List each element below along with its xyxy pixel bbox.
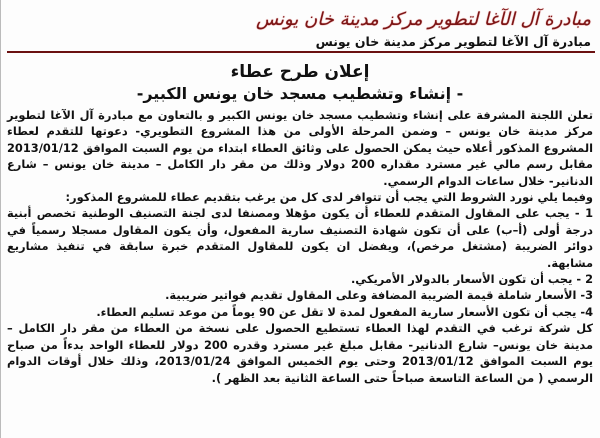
conditions-intro: وفيما يلي نورد الشروط التي يجب أن تتوافر لدى كل من يرغب بتقديم عطاء للمشروع المذكور:: [65, 190, 593, 205]
header-subline: مبادرة آل الآغا لتطوير مركز مدينة خان يونس: [315, 34, 591, 49]
announcement-subtitle: - إنشاء وتشطيب مسجد خان يونس الكبير-: [136, 84, 464, 103]
header: [5, 4, 595, 56]
banner-calligraphy: مبادرة آل الآغا لتطوير مركز مدينة خان يونس: [256, 8, 591, 30]
banner: [5, 6, 595, 32]
condition-item-2: 2 - يجب أن تكون الأسعار بالدولار الأمريكي.: [350, 272, 593, 287]
condition-item-1: 1 - يجب على المقاول المتقدم للعطاء أن يكون مؤهلا ومصنفا لدى لجنة التصنيف الوطنية تخصص أبنية درجة أولى (أ–ب) على أن تكون شهادة التصنيف سارية المفعول، وأن يكون المقاول مسجلا رسمياً في دوائر الضريبة (مشتغل مرخص)، ويفضل ان يكون للمقاول المتقدم خبرة سابقة في تنفيذ مشاريع مشابهة.: [7, 206, 593, 270]
closing-paragraph: كل شركة ترغب في التقدم لهذا العطاء تستطيع الحصول على نسخة من العطاء من مقر دار الكامل – مدينة خان يونس– شارع الدنانير- مقابل مبلغ غير مسترد وقدره 200 دولار للعطاء الواحد بدءاً من صباح يوم السبت الموافق 2013/01/12 وحتى يوم الخميس الموافق 2013/01/24، وذلك خلال أوقات الدوام الرسمي ( من الساعة التاسعة صباحاً حتى الساعة الثانية بعد الظهر ).: [7, 321, 593, 385]
announcement-title: إعلان طرح عطاء: [230, 62, 370, 82]
header-divider: [7, 51, 595, 53]
condition-item-3: 3- الأسعار شاملة قيمة الضريبة المضافة وعلى المقاول تقديم فواتير ضريبية.: [165, 288, 593, 303]
announcement-body: [7, 58, 593, 386]
condition-item-4: 4- يجب أن تكون الأسعار سارية المفعول لمدة لا تقل عن 90 يوماً من موعد تسليم العطاء.: [96, 304, 593, 319]
intro-paragraph: تعلن اللجنة المشرفة على إنشاء وتشطيب مسجد خان يونس الكبير و بالتعاون مع مبادرة آل الآغا لتطوير مركز مدينة خان يونس – وضمن المرحلة الأولى من هذا المشروع التطويري- دعوتها للتقدم لعطاء المشروع المذكور أعلاه حيث يمكن الحصول على وثائق العطاء ابتداء من يوم السبت الموافق 2013/01/12 مقابل رسم مالي غير مسترد مقداره 200 دولار وذلك من مقر دار الكامل – مدينة خان يونس – شارع الدنانير- خلال ساعات الدوام الرسمي.: [7, 108, 593, 188]
